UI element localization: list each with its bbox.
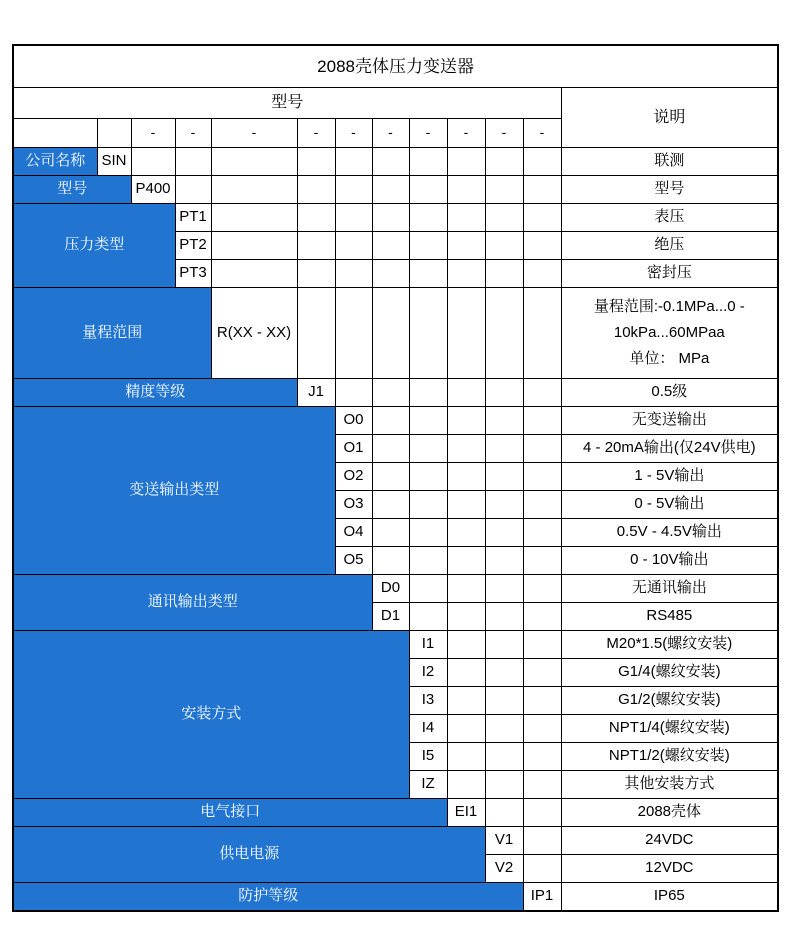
empty-cell (485, 603, 523, 631)
empty-cell (335, 379, 372, 407)
empty-cell (297, 148, 335, 176)
option-description: 其他安装方式 (561, 771, 778, 799)
option-code: I5 (409, 743, 447, 771)
empty-cell (523, 519, 561, 547)
empty-cell (409, 547, 447, 575)
empty-cell (523, 575, 561, 603)
option-description: 0 - 5V输出 (561, 491, 778, 519)
empty-cell (409, 519, 447, 547)
empty-cell (523, 204, 561, 232)
option-description: 绝压 (561, 232, 778, 260)
empty-cell (485, 743, 523, 771)
option-description: M20*1.5(螺纹安装) (561, 631, 778, 659)
category-accuracy-class: 精度等级 (13, 379, 297, 407)
empty-cell (175, 176, 211, 204)
empty-cell (447, 176, 485, 204)
empty-cell (523, 148, 561, 176)
empty-cell (523, 379, 561, 407)
empty-cell (372, 232, 409, 260)
option-description: 联测 (561, 148, 778, 176)
empty-cell (447, 463, 485, 491)
category-transmit-output-type: 变送输出类型 (13, 407, 335, 575)
segment-separator: - (523, 119, 561, 148)
empty-cell (447, 603, 485, 631)
segment-separator: - (175, 119, 211, 148)
segment-separator: - (211, 119, 297, 148)
option-code: O4 (335, 519, 372, 547)
option-code: PT1 (175, 204, 211, 232)
option-code: P400 (131, 176, 175, 204)
option-code: O2 (335, 463, 372, 491)
category-model: 型号 (13, 176, 131, 204)
option-description: G1/4(螺纹安装) (561, 659, 778, 687)
option-description: 0 - 10V输出 (561, 547, 778, 575)
empty-cell (523, 547, 561, 575)
option-code: R(XX - XX) (211, 288, 297, 379)
empty-cell (297, 204, 335, 232)
option-description: 0.5V - 4.5V输出 (561, 519, 778, 547)
empty-cell (409, 260, 447, 288)
empty-cell (447, 260, 485, 288)
empty-cell (175, 148, 211, 176)
empty-cell (335, 204, 372, 232)
category-range: 量程范围 (13, 288, 211, 379)
empty-cell (372, 463, 409, 491)
empty-cell (523, 631, 561, 659)
empty-cell (485, 176, 523, 204)
option-description: 密封压 (561, 260, 778, 288)
option-description: 2088壳体 (561, 799, 778, 827)
empty-cell (13, 119, 97, 148)
empty-cell (447, 743, 485, 771)
option-description: RS485 (561, 603, 778, 631)
option-code: J1 (297, 379, 335, 407)
empty-cell (372, 260, 409, 288)
empty-cell (447, 148, 485, 176)
empty-cell (485, 519, 523, 547)
option-description: 12VDC (561, 855, 778, 883)
empty-cell (523, 463, 561, 491)
model-selection-sheet (12, 44, 779, 912)
empty-cell (485, 204, 523, 232)
option-description: 型号 (561, 176, 778, 204)
empty-cell (409, 232, 447, 260)
empty-cell (211, 260, 297, 288)
empty-cell (297, 288, 335, 379)
segment-separator: - (372, 119, 409, 148)
option-code: PT2 (175, 232, 211, 260)
empty-cell (447, 491, 485, 519)
empty-cell (409, 176, 447, 204)
empty-cell (523, 260, 561, 288)
empty-cell (211, 148, 297, 176)
option-code: IZ (409, 771, 447, 799)
empty-cell (485, 463, 523, 491)
option-code: I3 (409, 687, 447, 715)
empty-cell (447, 204, 485, 232)
option-description: 无通讯输出 (561, 575, 778, 603)
option-description: NPT1/2(螺纹安装) (561, 743, 778, 771)
empty-cell (297, 176, 335, 204)
empty-cell (523, 715, 561, 743)
empty-cell (211, 232, 297, 260)
empty-cell (97, 119, 131, 148)
option-code: D0 (372, 575, 409, 603)
option-description: G1/2(螺纹安装) (561, 687, 778, 715)
option-description: 1 - 5V输出 (561, 463, 778, 491)
category-protection-rating: 防护等级 (13, 883, 523, 912)
category-electrical-interface: 电气接口 (13, 799, 447, 827)
option-description: NPT1/4(螺纹安装) (561, 715, 778, 743)
empty-cell (372, 379, 409, 407)
empty-cell (485, 435, 523, 463)
option-description: 表压 (561, 204, 778, 232)
empty-cell (131, 148, 175, 176)
empty-cell (447, 407, 485, 435)
option-description: 24VDC (561, 827, 778, 855)
empty-cell (409, 407, 447, 435)
empty-cell (485, 715, 523, 743)
range-line-1: 量程范围:-0.1MPa...0 - (593, 298, 745, 315)
empty-cell (485, 631, 523, 659)
empty-cell (523, 176, 561, 204)
empty-cell (335, 176, 372, 204)
empty-cell (485, 547, 523, 575)
option-code: O1 (335, 435, 372, 463)
empty-cell (409, 379, 447, 407)
empty-cell (485, 799, 523, 827)
option-code: O3 (335, 491, 372, 519)
option-description: IP65 (561, 883, 778, 912)
empty-cell (523, 491, 561, 519)
option-code: V1 (485, 827, 523, 855)
empty-cell (485, 687, 523, 715)
category-pressure-type: 压力类型 (13, 204, 175, 288)
empty-cell (523, 232, 561, 260)
empty-cell (409, 463, 447, 491)
model-number-header: 型号 (13, 88, 561, 119)
empty-cell (523, 407, 561, 435)
option-code: I4 (409, 715, 447, 743)
empty-cell (523, 827, 561, 855)
empty-cell (523, 743, 561, 771)
empty-cell (409, 435, 447, 463)
empty-cell (211, 176, 297, 204)
option-code: V2 (485, 855, 523, 883)
empty-cell (409, 204, 447, 232)
segment-separator: - (131, 119, 175, 148)
range-line-3: 单位： MPa (629, 350, 710, 367)
empty-cell (372, 435, 409, 463)
option-code: O0 (335, 407, 372, 435)
empty-cell (447, 519, 485, 547)
empty-cell (297, 260, 335, 288)
option-code: D1 (372, 603, 409, 631)
empty-cell (523, 687, 561, 715)
empty-cell (372, 288, 409, 379)
empty-cell (485, 232, 523, 260)
empty-cell (409, 491, 447, 519)
empty-cell (409, 575, 447, 603)
empty-cell (297, 232, 335, 260)
empty-cell (485, 288, 523, 379)
empty-cell (372, 176, 409, 204)
selection-table (12, 44, 779, 912)
category-communication-output-type: 通讯输出类型 (13, 575, 372, 631)
option-code: SIN (97, 148, 131, 176)
category-installation-method: 安装方式 (13, 631, 409, 799)
empty-cell (523, 855, 561, 883)
page-title: 2088壳体压力变送器 (13, 45, 778, 88)
empty-cell (447, 435, 485, 463)
empty-cell (485, 379, 523, 407)
empty-cell (447, 659, 485, 687)
empty-cell (372, 547, 409, 575)
empty-cell (485, 659, 523, 687)
empty-cell (485, 407, 523, 435)
empty-cell (523, 659, 561, 687)
segment-separator: - (297, 119, 335, 148)
option-code: I2 (409, 659, 447, 687)
option-code: O5 (335, 547, 372, 575)
category-power-supply: 供电电源 (13, 827, 485, 883)
empty-cell (409, 148, 447, 176)
empty-cell (409, 288, 447, 379)
empty-cell (485, 771, 523, 799)
segment-separator: - (335, 119, 372, 148)
empty-cell (447, 715, 485, 743)
category-company-name: 公司名称 (13, 148, 97, 176)
empty-cell (523, 288, 561, 379)
empty-cell (485, 260, 523, 288)
option-description: 无变送输出 (561, 407, 778, 435)
empty-cell (523, 435, 561, 463)
segment-separator: - (409, 119, 447, 148)
segment-separator: - (447, 119, 485, 148)
empty-cell (523, 799, 561, 827)
empty-cell (447, 288, 485, 379)
option-code: EI1 (447, 799, 485, 827)
empty-cell (447, 379, 485, 407)
option-code: IP1 (523, 883, 561, 912)
option-description: 4 - 20mA输出(仅24V供电) (561, 435, 778, 463)
empty-cell (335, 232, 372, 260)
empty-cell (447, 575, 485, 603)
empty-cell (335, 260, 372, 288)
range-line-2: 10kPa...60MPaa (613, 324, 725, 341)
option-description (561, 288, 778, 379)
empty-cell (447, 771, 485, 799)
empty-cell (447, 232, 485, 260)
empty-cell (447, 631, 485, 659)
empty-cell (523, 771, 561, 799)
empty-cell (485, 148, 523, 176)
segment-separator: - (485, 119, 523, 148)
empty-cell (523, 603, 561, 631)
empty-cell (485, 575, 523, 603)
empty-cell (485, 491, 523, 519)
empty-cell (335, 148, 372, 176)
empty-cell (372, 204, 409, 232)
description-header: 说明 (561, 88, 778, 148)
empty-cell (372, 407, 409, 435)
option-code: I1 (409, 631, 447, 659)
empty-cell (211, 204, 297, 232)
option-code: PT3 (175, 260, 211, 288)
empty-cell (447, 547, 485, 575)
empty-cell (447, 687, 485, 715)
empty-cell (372, 148, 409, 176)
empty-cell (335, 288, 372, 379)
empty-cell (372, 491, 409, 519)
option-description: 0.5级 (561, 379, 778, 407)
empty-cell (372, 519, 409, 547)
empty-cell (409, 603, 447, 631)
